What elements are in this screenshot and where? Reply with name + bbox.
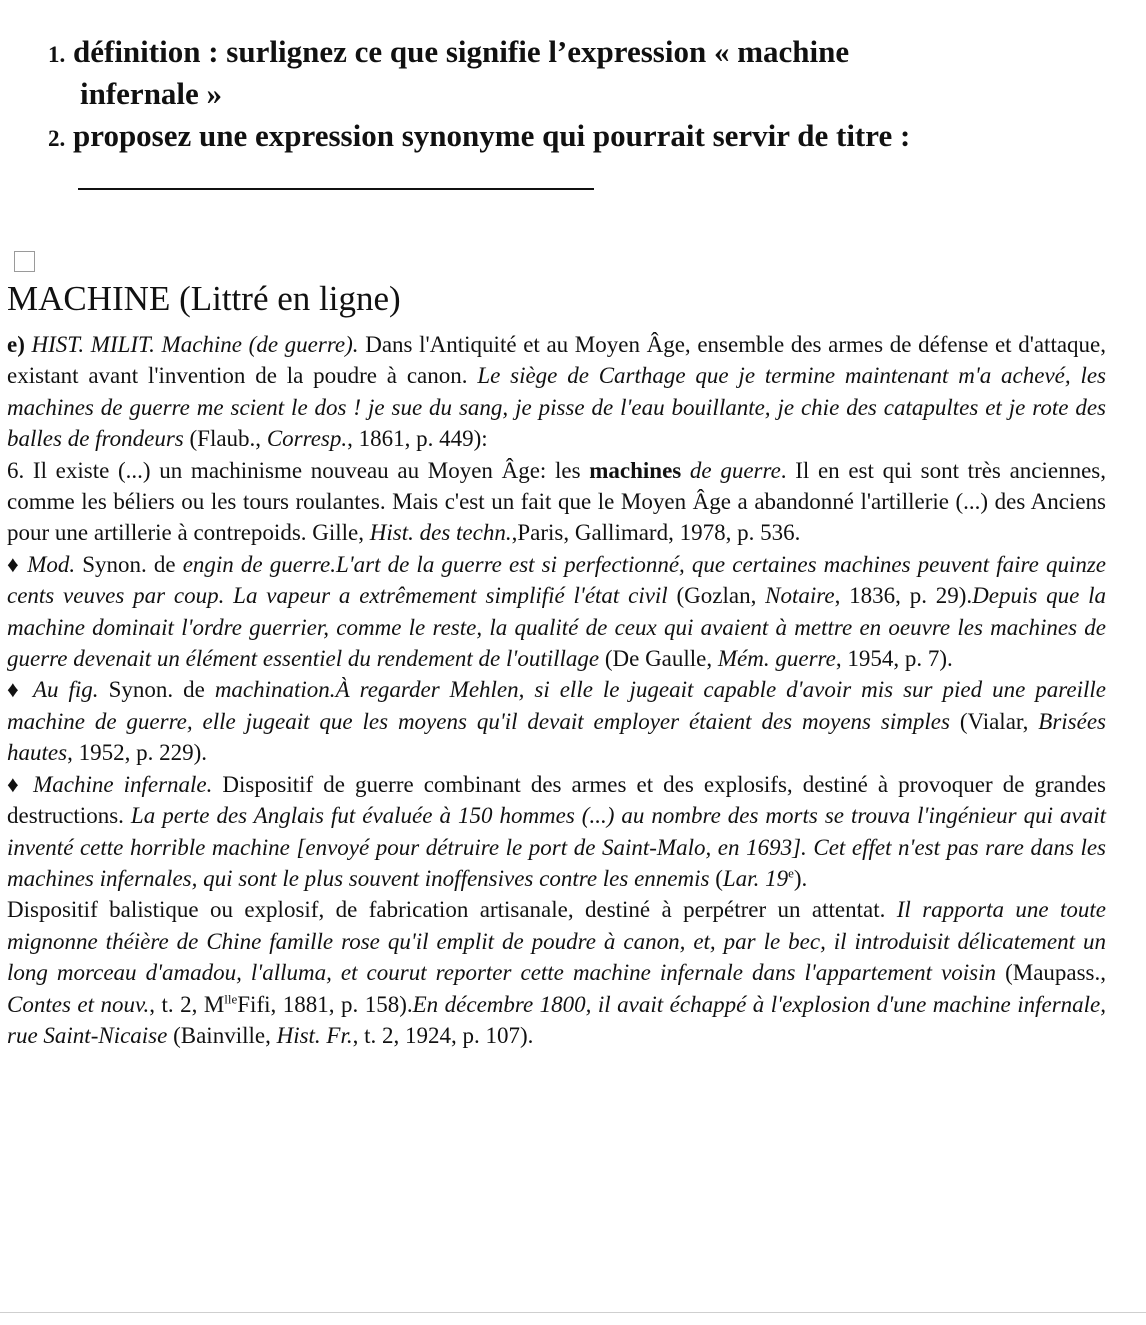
question-1-text: définition : surlignez ce que signifie l’expression « machine xyxy=(73,34,850,69)
mod-label: Mod. xyxy=(27,551,76,577)
quote-bracket: [envoyé pour détruire le port de Saint-Malo, en 1693] xyxy=(296,834,802,860)
example-6-paragraph xyxy=(7,455,1106,549)
definition: Dispositif balistique ou explosif, de fabrication artisanale, destiné à perpétrer un attentat. xyxy=(7,897,886,923)
dictionary-title: MACHINE (Littré en ligne) xyxy=(7,279,401,318)
example-end: ,Paris, Gallimard, 1978, p. 536. xyxy=(511,520,801,546)
question-2 xyxy=(48,115,910,160)
sense-e-paragraph xyxy=(7,329,1106,455)
superscript: lle xyxy=(224,990,238,1006)
example-text-after: . Il en est qui sont très anciennes, comme les béliers ou les tours roulantes. Mais c'est un fait que le Moyen Âge a abandonné l'artillerie (...) des Anciens pour une artillerie à contrepoids. Gille, xyxy=(7,457,1106,546)
source-end: , 1861, p. 449): xyxy=(347,426,488,452)
source-work: Brisées hautes xyxy=(7,708,1107,766)
diamond-bullet-icon: ♦ xyxy=(7,771,24,797)
quote: Depuis que la machine dominait l'ordre guerrier, comme le reste, la qualité de ceux qui avaient à mettre en oeuvre les machines de guerre devenait un élément essentiel du rendement de l'outillage xyxy=(7,583,1107,672)
source-end: , t. 2, 1924, p. 107). xyxy=(352,1022,534,1048)
diamond-bullet-icon: ♦ xyxy=(7,551,21,577)
quote: La perte des Anglais fut évaluée à 150 hommes (...) au nombre des morts se trouva l'ingénieur qui avait inventé cette horrible machine xyxy=(7,803,1106,860)
question-1-number: 1. xyxy=(48,42,66,67)
source-work: Mém. guerre xyxy=(717,646,836,672)
checkbox-icon[interactable] xyxy=(14,251,35,272)
synonym: machination. xyxy=(214,677,336,703)
synon-label: Synon. de xyxy=(82,551,176,577)
source: ( xyxy=(715,865,723,891)
quote: L'art de la guerre est si perfectionné, que certaines machines peuvent faire quinze cents veuves par coup. La vapeur a extrêmement simplifié l'état civil xyxy=(7,551,1106,609)
source-work: Contes et nouv. xyxy=(7,991,150,1017)
dictionary-entry xyxy=(7,329,1106,1051)
fig-paragraph xyxy=(7,674,1106,768)
quote: . Cet effet n'est pas rare dans les machines infernales, qui sont le plus souvent inoffensives contre les ennemis xyxy=(7,834,1107,891)
quote: Le siège de Carthage que je termine maintenant m'a achevé, les machines de guerre me scient le dos ! je sue du sang, je pisse de l'eau bouillante, je chie des catapultes et je rote des balles de frondeurs xyxy=(7,363,1107,452)
source-end: Fifi, 1881, p. 158). xyxy=(237,991,413,1017)
example-bold: machines xyxy=(589,457,682,483)
source-end: , 1954, p. 7). xyxy=(835,646,953,672)
diamond-bullet-icon: ♦ xyxy=(7,677,23,703)
quote: En décembre 1800, il avait échappé à l'explosion d'une machine infernale, rue Saint-Nicaise xyxy=(7,991,1107,1048)
source-work: Lar. 19 xyxy=(722,865,789,891)
mod-paragraph xyxy=(7,549,1106,675)
source-end: ). xyxy=(793,865,808,891)
example-text: 6. Il existe (...) un machinisme nouveau au Moyen Âge: les xyxy=(7,457,581,483)
definition: Dans l'Antiquité et au Moyen Âge, ensemble des armes de défense et d'attaque, existant avant l'invention de la poudre à canon. xyxy=(7,332,1107,389)
quote: À regarder Mehlen, si elle le jugeait capable d'avoir mis sur pied une pareille machine de guerre, elle jugeait que les moyens qu'il devait employer étaient des moyens simples xyxy=(7,677,1106,734)
quote: Il rapporta une toute mignonne théière de Chine famille rose qu'il emplit de poudre à canon, et, par le bec, il introduisit délicatement un long morceau d'amadou, l'alluma, et courut reporter cette machine infernale dans l'appartement voisin xyxy=(7,897,1106,986)
term: Machine infernale. xyxy=(33,771,213,797)
example-work: Hist. des techn. xyxy=(369,520,512,546)
example-italic: de guerre xyxy=(689,457,781,483)
source: (Gozlan, xyxy=(676,583,757,609)
source-end: , 1836, p. 29). xyxy=(834,583,973,609)
question-1-continued: infernale » xyxy=(80,76,223,111)
domain-label: HIST. MILIT. xyxy=(31,332,155,357)
source: (Flaub., xyxy=(189,426,262,452)
term: Machine (de guerre). xyxy=(161,332,359,357)
source-work: Hist. Fr. xyxy=(276,1022,353,1048)
source: (Vialar, xyxy=(959,708,1029,734)
question-1 xyxy=(48,31,849,76)
fig-label: Au fig. xyxy=(32,677,99,703)
infernale-paragraph xyxy=(7,769,1106,895)
source-end: , 1952, p. 229). xyxy=(67,740,207,766)
source: (Maupass., xyxy=(1005,960,1107,986)
source-work: Notaire xyxy=(765,583,835,609)
source-work: Corresp. xyxy=(266,426,348,452)
question-2-text: proposez une expression synonyme qui pourrait servir de titre : xyxy=(73,118,911,153)
definition: Dispositif de guerre combinant des armes et des explosifs, destiné à provoquer de grandes destructions. xyxy=(7,771,1106,829)
synonym: engin de guerre. xyxy=(182,551,336,577)
source: (Bainville, xyxy=(173,1022,271,1048)
answer-blank-line[interactable] xyxy=(78,188,594,190)
attentat-paragraph xyxy=(7,894,1106,1051)
source-mid: , t. 2, M xyxy=(149,991,225,1017)
source: (De Gaulle, xyxy=(604,646,713,672)
question-2-number: 2. xyxy=(48,126,66,151)
sense-marker: e) xyxy=(7,332,25,357)
superscript: e xyxy=(788,865,794,881)
synon-label: Synon. de xyxy=(108,677,205,703)
bottom-divider xyxy=(0,1312,1146,1313)
